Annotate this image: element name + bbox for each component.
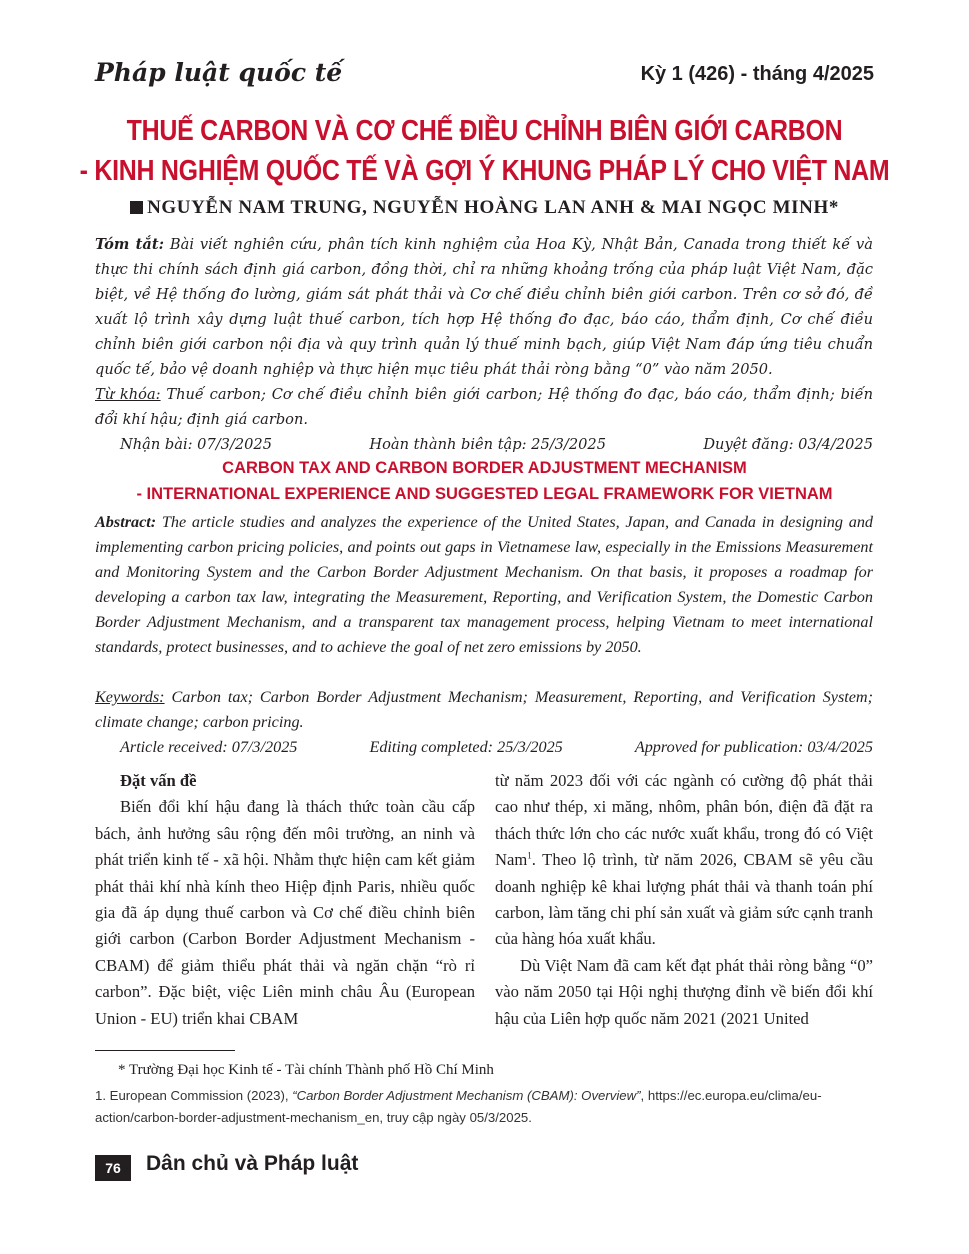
body-left-column: [95, 768, 475, 1032]
body-paragraph: Dù Việt Nam đã cam kết đạt phát thải ròng bằng “0” vào năm 2050 tại Hội nghị thượng đỉnh về biến đổi khí hậu của Liên hợp quốc năm 2021 (2021 United: [495, 955, 873, 1028]
footnote-text: 1. European Commission (2023),: [95, 1088, 293, 1103]
vi-keywords-label: Từ khóa:: [95, 386, 161, 403]
en-keywords-text: Carbon tax; Carbon Border Adjustment Mechanism; Measurement, Reporting, and Verification System; climate change; carbon pricing.: [95, 688, 874, 731]
section-title: Pháp luật quốc tế: [95, 58, 343, 87]
vi-approved: Duyệt đăng: 03/4/2025: [703, 436, 873, 453]
footnote-divider: [95, 1050, 235, 1051]
affiliation-note: * Trường Đại học Kinh tế - Tài chính Thành phố Hồ Chí Minh: [118, 1062, 494, 1078]
authors-text: NGUYỄN NAM TRUNG, NGUYỄN HOÀNG LAN ANH & MAI NGỌC MINH*: [147, 197, 839, 218]
english-title-line1: CARBON TAX AND CARBON BORDER ADJUSTMENT MECHANISM: [222, 459, 747, 477]
vi-summary: [95, 232, 873, 382]
en-approved: Approved for publication: 03/4/2025: [634, 738, 873, 756]
en-dates: [120, 735, 873, 760]
vi-keywords-text: Thuế carbon; Cơ chế điều chỉnh biên giới carbon; Hệ thống đo đạc, báo cáo, thẩm định; biến đổi khí hậu; định giá carbon.: [95, 386, 873, 428]
body-text: từ năm 2023 đối với các ngành có cường độ phát thải cao như thép, xi măng, nhôm, phân bón, điện đã đặt ra thách thức lớn cho các nước xuất khẩu, trong đó có Việt Nam: [495, 771, 873, 870]
en-abstract: [95, 510, 873, 660]
authors: [0, 197, 969, 219]
article-title-line1: THUẾ CARBON VÀ CƠ CHẾ ĐIỀU CHỈNH BIÊN GIỚI CARBON: [126, 115, 843, 147]
square-bullet-icon: [130, 201, 143, 214]
page-number: 76: [95, 1155, 131, 1181]
body-paragraph: [495, 768, 873, 953]
en-abstract-label: Abstract:: [95, 513, 157, 531]
section-heading: Đặt vấn đề: [120, 771, 197, 790]
vi-summary-label: Tóm tắt:: [95, 236, 165, 253]
vi-edited: Hoàn thành biên tập: 25/3/2025: [369, 436, 606, 453]
en-received: Article received: 07/3/2025: [120, 738, 298, 756]
vi-received: Nhận bài: 07/3/2025: [120, 436, 273, 453]
body-text: . Theo lộ trình, từ năm 2026, CBAM sẽ yêu cầu doanh nghiệp kê khai lượng phát thải và thanh toán phí carbon, làm tăng chi phí sản xuất và giảm sức cạnh tranh của hàng hóa xuất khẩu.: [495, 850, 873, 949]
vi-dates: [120, 432, 873, 457]
footnote-ref[interactable]: 1: [527, 850, 532, 861]
english-title-line2: - INTERNATIONAL EXPERIENCE AND SUGGESTED LEGAL FRAMEWORK FOR VIETNAM: [136, 485, 833, 503]
footnote-1: [95, 1085, 873, 1129]
issue-label: Kỳ 1 (426) - tháng 4/2025: [640, 63, 874, 85]
journal-name: Dân chủ và Pháp luật: [146, 1152, 359, 1175]
footnote-source-title: “Carbon Border Adjustment Mechanism (CBAM): Overview”: [292, 1088, 641, 1103]
vi-summary-text: Bài viết nghiên cứu, phân tích kinh nghiệm của Hoa Kỳ, Nhật Bản, Canada trong thiết kế và thực thi chính sách định giá carbon, đồng thời, chỉ ra những khoảng trống của pháp luật Việt Nam, đặc biệt, về Hệ thống đo lường, giám sát phát thải và Cơ chế điều chỉnh biên giới carbon. Trên cơ sở đó, đề xuất lộ trình xây dựng luật thuế carbon, tích hợp Hệ thống đo đạc, báo cáo, thẩm định, Cơ chế điều chỉnh biên giới carbon nội địa và quy trình quản lý thuế minh bạch, giúp Việt Nam đáp ứng tiêu chuẩn quốc tế, bảo vệ doanh nghiệp và thực hiện mục tiêu phát thải ròng bằng “0” vào năm 2050.: [95, 236, 873, 378]
en-abstract-text: The article studies and analyzes the experience of the United States, Japan, and Canada in designing and implementing carbon pricing policies, and points out gaps in Vietnamese law, especially in the Emissions Measurement and Monitoring System and the Carbon Border Adjustment Mechanism. On that basis, it proposes a roadmap for developing a carbon tax law, integrating the Measurement, Reporting, and Verification System, the Domestic Carbon Border Adjustment Mechanism, and a transparent tax management process, helping Vietnam to meet international standards, protect businesses, and to achieve the goal of net zero emissions by 2050.: [95, 513, 874, 656]
en-edited: Editing completed: 25/3/2025: [369, 738, 563, 756]
en-keywords-label: Keywords:: [95, 688, 165, 706]
body-right-column: [495, 768, 873, 1032]
footnote-link-text[interactable]: , https://ec.europa.eu/clima/eu-action/carbon-border-adjustment-mechanism_en, truy cập ngày 05/3/2025.: [95, 1088, 822, 1125]
article-title-line2: - KINH NGHIỆM QUỐC TẾ VÀ GỢI Ý KHUNG PHÁP LÝ CHO VIỆT NAM: [79, 155, 890, 187]
vi-keywords: [95, 382, 873, 432]
body-paragraph: Biến đổi khí hậu đang là thách thức toàn cầu cấp bách, ảnh hưởng sâu rộng đến môi trường, an ninh và phát triển kinh tế - xã hội. Nhằm thực hiện cam kết giảm phát thải khí nhà kính theo Hiệp định Paris, nhiều quốc gia đã áp dụng thuế carbon và Cơ chế điều chỉnh biên giới carbon (Carbon Border Adjustment Mechanism - CBAM) để giảm thiểu phát thải và ngăn chặn “rò rỉ carbon”. Đặc biệt, việc Liên minh châu Âu (European Union - EU) triển khai CBAM: [95, 797, 475, 1028]
en-keywords: [95, 685, 873, 735]
